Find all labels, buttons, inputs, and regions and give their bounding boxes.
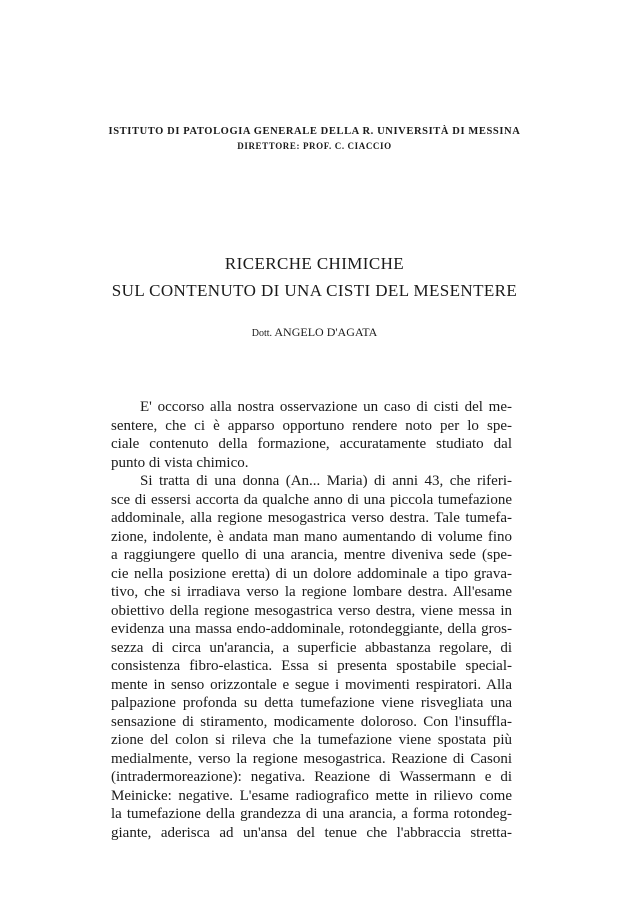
body-line: sensazione di stiramento, modicamente doloroso. Con l'insuffla- xyxy=(111,713,512,730)
institute-header: ISTITUTO DI PATOLOGIA GENERALE DELLA R. UNIVERSITÀ DI MESSINA xyxy=(108,126,521,137)
body-line: la tumefazione della grandezza di una arancia, a forma rotondeg- xyxy=(111,806,512,822)
body-line: (intradermoreazione): negativa. Reazione di Wassermann e di xyxy=(111,769,512,785)
article-body xyxy=(111,398,512,842)
body-line: Si tratta di una donna (An... Maria) di anni 43, che riferi- xyxy=(140,473,512,489)
author-line xyxy=(0,325,629,340)
body-line: mente in senso orizzontale e segue i movimenti respiratori. Alla xyxy=(111,676,512,693)
body-line: sezza di circa un'arancia, a superficie abbastanza regolare, di xyxy=(111,639,512,656)
body-line: sce di essersi accorta da qualche anno di una piccola tumefazione xyxy=(111,491,512,508)
body-line: medialmente, verso la regione mesogastrica. Reazione di Casoni xyxy=(111,750,512,767)
body-line: consistenza fibro-elastica. Essa si presenta spostabile special- xyxy=(111,658,512,674)
body-line: ciale contenuto della formazione, accuratamente studiato dal xyxy=(111,436,512,452)
body-line: zione, indolente, è andata man mano aumentando di volume fino xyxy=(111,528,512,545)
body-line: zione del colon si rileva che la tumefazione viene spostata più xyxy=(111,732,512,748)
director-line: DIRETTORE: PROF. C. CIACCIO xyxy=(237,141,392,151)
body-line: addominale, alla regione mesogastrica verso destra. Tale tumefa- xyxy=(111,510,512,526)
title-line-2: SUL CONTENUTO DI UNA CISTI DEL MESENTERE xyxy=(111,281,518,300)
body-line: tivo, che si irradiava verso la regione lombare destra. All'esame xyxy=(111,584,512,600)
body-line: evidenza una massa endo-addominale, rotondeggiante, della gros- xyxy=(111,621,512,637)
body-line: cie nella posizione eretta) di un dolore addominale a tipo grava- xyxy=(111,565,512,582)
body-line: sentere, che ci è apparso opportuno rendere noto per lo spe- xyxy=(111,417,512,434)
body-line: Meinicke: negative. L'esame radiografico mette in rilievo come xyxy=(111,787,512,804)
body-line: obiettivo della regione mesogastrica verso destra, viene messa in xyxy=(111,602,512,619)
author-name: ANGELO D'AGATA xyxy=(274,325,378,339)
author-prefix: Dott. xyxy=(251,328,273,339)
body-line: palpazione profonda su detta tumefazione viene risvegliata una xyxy=(111,695,512,711)
title-line-1: RICERCHE CHIMICHE xyxy=(224,254,405,273)
body-line: E' occorso alla nostra osservazione un caso di cisti del me- xyxy=(140,399,512,415)
body-line: giante, aderisca ad un'ansa del tenue che l'abbraccia stretta- xyxy=(111,824,512,841)
body-line: a raggiungere quello di una arancia, mentre diveniva sede (spe- xyxy=(111,547,512,563)
body-line: punto di vista chimico. xyxy=(111,454,249,471)
